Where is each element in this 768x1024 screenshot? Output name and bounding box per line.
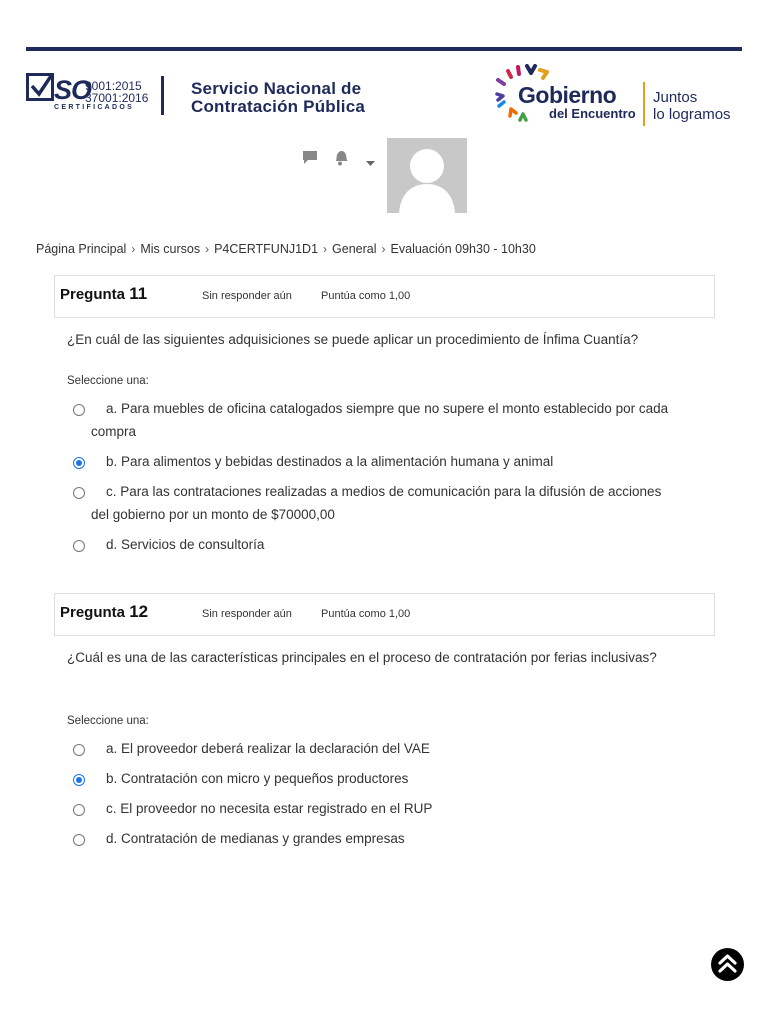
radio-button[interactable] [73, 804, 85, 816]
option-label: a. Para muebles de oficina catalogados siempre que no supere el monto establecido por cada compra [91, 401, 669, 439]
government-name: Gobierno [518, 82, 617, 108]
q12-option-a[interactable] [73, 737, 673, 760]
chevron-right-icon: › [205, 242, 210, 256]
chevron-right-icon: › [131, 242, 136, 256]
question-number: 11 [129, 284, 148, 303]
iso-certified-label: CERTIFICADOS [54, 104, 135, 111]
check-icon [26, 73, 54, 101]
option-label: a. El proveedor deberá realizar la declaración del VAE [106, 741, 430, 756]
question-state: Sin responder aún [202, 290, 292, 302]
radio-button[interactable] [73, 487, 85, 499]
question-title [60, 284, 147, 304]
government-logo [494, 62, 744, 128]
question-12-text: ¿Cuál es una de las características principales en el proceso de contratación por ferias inclusivas? [67, 650, 657, 665]
iso-certification-logo [26, 73, 149, 115]
header-top-line [26, 47, 742, 51]
slogan-line-2: lo logramos [653, 106, 731, 123]
q12-option-d[interactable] [73, 827, 673, 850]
iso-standards [85, 80, 148, 104]
logo-divider [161, 76, 164, 115]
question-grade: Puntúa como 1,00 [321, 290, 411, 302]
back-to-top-button[interactable] [711, 948, 744, 981]
iso-standard-1: 9001:2015 [85, 79, 142, 93]
iso-standard-2: 37001:2016 [85, 91, 149, 105]
slogan-divider [643, 82, 645, 126]
question-11-prompt: Seleccione una: [67, 375, 149, 387]
breadcrumb-my-courses[interactable]: Mis cursos [140, 242, 201, 256]
agency-name [191, 80, 365, 116]
q11-option-a[interactable] [73, 397, 673, 443]
breadcrumb [36, 242, 536, 256]
q12-option-c[interactable] [73, 797, 673, 820]
chevron-right-icon: › [381, 242, 386, 256]
option-label: c. El proveedor no necesita estar registrado en el RUP [106, 801, 433, 816]
breadcrumb-home[interactable]: Página Principal [36, 242, 127, 256]
question-label: Pregunta [60, 286, 126, 303]
agency-line-2: Contratación Pública [191, 97, 366, 116]
question-label: Pregunta [60, 604, 126, 621]
option-label: d. Servicios de consultoría [106, 537, 265, 552]
government-slogan [653, 89, 731, 123]
agency-line-1: Servicio Nacional de [191, 79, 362, 98]
question-grade: Puntúa como 1,00 [321, 608, 411, 620]
question-state: Sin responder aún [202, 608, 292, 620]
chevron-right-icon: › [323, 242, 328, 256]
radio-button[interactable] [73, 540, 85, 552]
q11-option-d[interactable] [73, 533, 673, 556]
chat-icon[interactable] [302, 150, 318, 170]
bell-icon[interactable] [333, 149, 349, 171]
question-title [60, 602, 148, 622]
caret-down-icon[interactable] [366, 154, 375, 172]
question-number: 12 [129, 602, 149, 621]
option-label: b. Contratación con micro y pequeños productores [106, 771, 409, 786]
question-11-text: ¿En cuál de las siguientes adquisiciones se puede aplicar un procedimiento de Ínfima Cuantía? [67, 332, 639, 347]
breadcrumb-section[interactable]: General [332, 242, 377, 256]
option-label: d. Contratación de medianas y grandes empresas [106, 831, 405, 846]
radio-button[interactable] [73, 404, 85, 416]
option-label: c. Para las contrataciones realizadas a medios de comunicación para la difusión de acciones del gobierno por un monto de $70000,00 [91, 484, 662, 522]
radio-button[interactable] [73, 744, 85, 756]
slogan-line-1: Juntos [653, 89, 698, 106]
breadcrumb-quiz[interactable]: Evaluación 09h30 - 10h30 [390, 242, 536, 256]
double-chevron-up-icon [718, 954, 737, 974]
q11-option-c[interactable] [73, 480, 673, 526]
radio-button-selected[interactable] [73, 457, 85, 469]
iso-letters: SO [54, 75, 92, 105]
option-label: b. Para alimentos y bebidas destinados a la alimentación humana y animal [106, 454, 554, 469]
user-avatar[interactable] [387, 138, 467, 213]
question-11-info [54, 275, 715, 318]
question-12-info [54, 593, 715, 636]
q12-option-b[interactable] [73, 767, 673, 790]
question-12-prompt: Seleccione una: [67, 715, 149, 727]
q11-option-b[interactable] [73, 450, 673, 473]
radio-button-selected[interactable] [73, 774, 85, 786]
government-subtitle: del Encuentro [549, 106, 636, 121]
radio-button[interactable] [73, 834, 85, 846]
breadcrumb-course[interactable]: P4CERTFUNJ1D1 [214, 242, 319, 256]
